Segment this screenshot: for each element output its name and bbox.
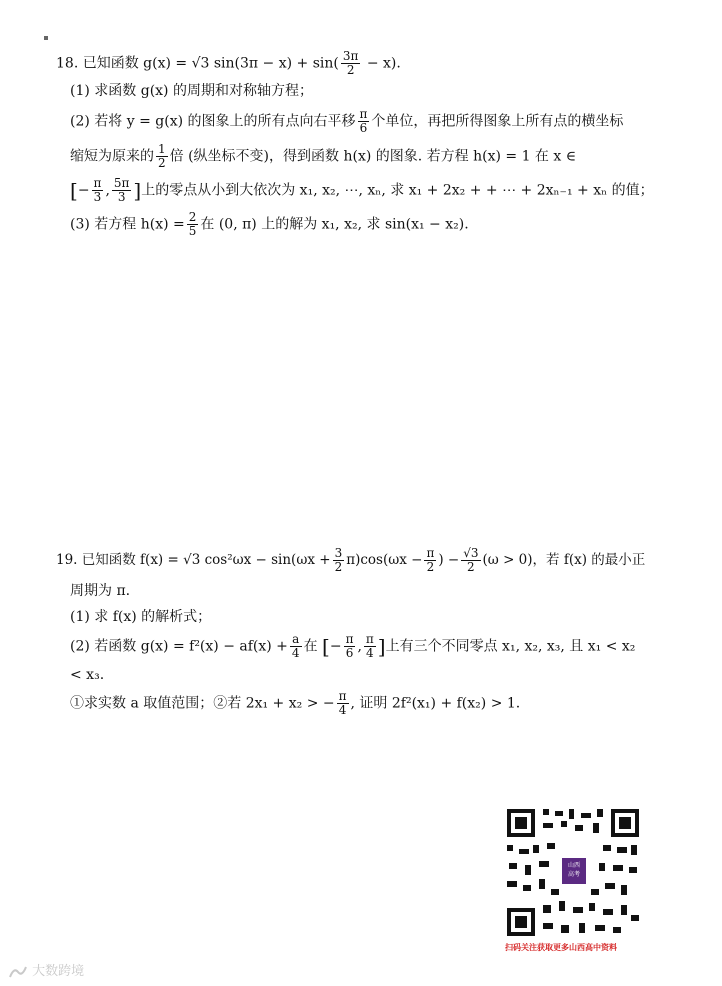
q19-title: 19. 已知函数 f(x) = √3 cos²ωx − sin(ωx + $\frac{3}{2}$ π)cos(ωx − $\frac{\pi}{2}$ ) − $\frac{√3}{2}$ (ω > 0)，若 f(x) 的最小正 [56,546,646,574]
q19-title-cont: 周期为 π. [70,583,131,599]
corner-mark [44,36,48,40]
fraction: $\frac{\pi}{6}$ [359,107,368,135]
q19-part2: (2) 若函数 g(x) = f²(x) − af(x) + $\frac{a}{4}$ 在 [− $\frac{\pi}{6}$ , $\frac{\pi}{4}$ ]上有三个不同零点 x₁, x₂, x₃, 且 x₁ < x₂ [70,632,636,660]
fraction: $\frac{\pi}{3}$ [93,176,102,204]
q18-part3: (3) 若方程 h(x) = $\frac{2}{5}$ 在 (0, π) 上的解为 x₁, x₂, 求 sin(x₁ − x₂). [70,210,469,238]
fraction: $\frac{3}{2}$ [334,546,343,574]
fraction: $\frac{a}{4}$ [291,632,300,660]
fraction: $\frac{1}{2}$ [158,142,166,170]
watermark-logo-icon [8,965,28,979]
fraction: $\frac{3\pi}{2}$ [342,49,359,77]
qr-caption: 扫码关注获取更多山西高中资料 [505,943,617,952]
fraction: $\frac{\pi}{6}$ [345,632,354,660]
q18-part2-line3: [− $\frac{\pi}{3}$ , $\frac{5\pi}{3}$ ]上的零点从小到大依次为 x₁, x₂, ⋯, xₙ, 求 x₁ + 2x₂ + + ⋯ + 2xₙ₋₁ + xₙ 的值； [70,176,654,204]
q19-part1: (1) 求 f(x) 的解析式； [70,609,212,625]
q18-part2-line2: 缩短为原来的 $\frac{1}{2}$ 倍 (纵坐标不变)，得到函数 h(x) 的图象. 若方程 h(x) = 1 在 x ∈ [70,142,577,170]
fraction: $\frac{√3}{2}$ [463,546,479,574]
q19-part3: ①求实数 a 取值范围；②若 2x₁ + x₂ > − $\frac{\pi}{4}$ , 证明 2f²(x₁) + f(x₂) > 1. [70,689,521,717]
watermark: 大数跨境 [8,960,84,979]
qr-code [503,805,643,940]
q18-part2-line1: (2) 若将 y = g(x) 的图象上的所有点向右平移 $\frac{\pi}{6}$ 个单位，再把所得图象上所有点的横坐标 [70,107,624,135]
fraction: $\frac{2}{5}$ [188,210,197,238]
q19-part2-cont: < x₃. [70,667,105,683]
qr-center-logo: 山西 高考 [562,858,586,884]
q18-title: 18. 已知函数 g(x) = √3 sin(3π − x) + sin( $\frac{3\pi}{2}$ − x). [56,49,401,77]
fraction: $\frac{\pi}{4}$ [338,689,347,717]
fraction: $\frac{5\pi}{3}$ [113,176,130,204]
q18-part1: (1) 求函数 g(x) 的周期和对称轴方程； [70,83,313,99]
fraction: $\frac{\pi}{4}$ [365,632,374,660]
fraction: $\frac{\pi}{2}$ [426,546,435,574]
